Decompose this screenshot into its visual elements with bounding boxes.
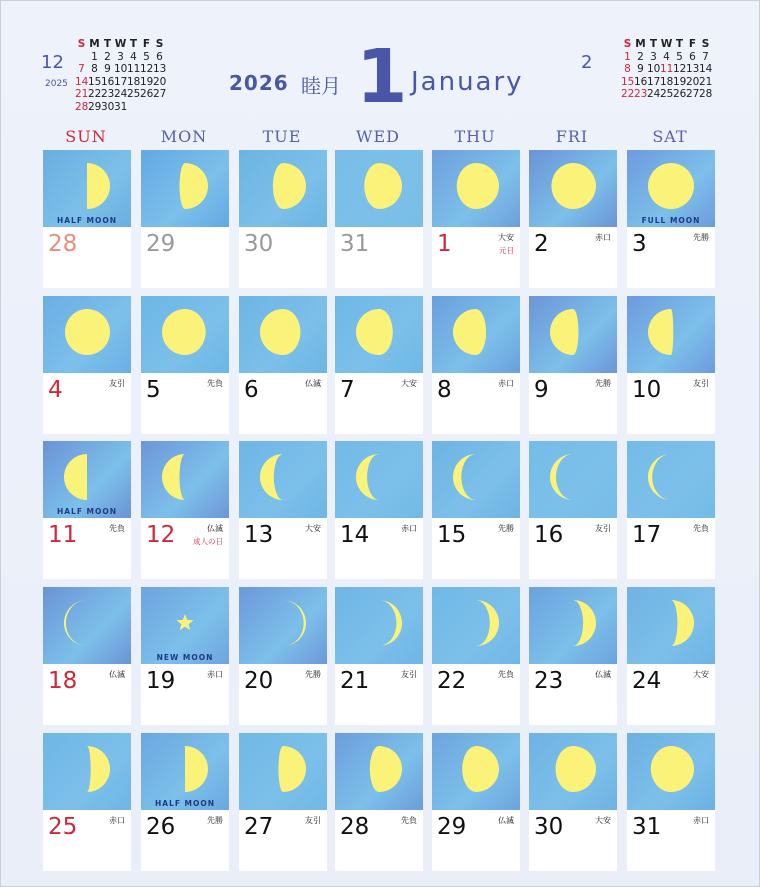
- moon-icon: [453, 309, 486, 355]
- moon-icon: [364, 163, 402, 209]
- date-number: 18: [48, 668, 78, 694]
- moon-phase-tile: [529, 150, 617, 227]
- mini-date: 4: [130, 50, 137, 63]
- moon-phase-tile: [432, 733, 520, 810]
- day-cell: [432, 296, 520, 434]
- rokuyo-label: 仏滅: [498, 816, 514, 825]
- day-cell: [529, 296, 617, 434]
- day-cell: [239, 296, 327, 434]
- rokuyo-label: 赤口: [109, 816, 125, 825]
- mini-date: 25: [127, 88, 141, 100]
- day-cell: [627, 587, 715, 725]
- moon-icon: [65, 309, 110, 355]
- mini-date: 5: [143, 50, 150, 63]
- moon-phase-tile: [239, 441, 327, 518]
- rokuyo-label: 大安: [305, 524, 321, 533]
- mini-date: 3: [117, 50, 124, 63]
- mini-date: 24: [114, 88, 128, 100]
- mini-date: 8: [91, 63, 98, 75]
- mini-weekday-header: S: [623, 38, 632, 50]
- rokuyo-label: 先勝: [207, 816, 223, 825]
- mini-date: 26: [140, 88, 154, 100]
- day-cell: [432, 733, 520, 871]
- mini-date: 23: [101, 88, 115, 100]
- date-number: 4: [48, 377, 63, 403]
- mini-date: 13: [153, 63, 167, 75]
- mini-date: 15: [88, 75, 102, 88]
- moon-phase-tile: [627, 150, 715, 227]
- mini-date: 19: [673, 75, 687, 88]
- rokuyo-label: 先勝: [305, 670, 321, 679]
- moon-phase-tile: [335, 587, 423, 664]
- moon-phase-tile: [141, 733, 229, 810]
- mini-date: [75, 51, 88, 64]
- moon-phase-tile: [432, 296, 520, 373]
- date-number: 16: [534, 522, 564, 548]
- rokuyo-label: 先勝: [693, 233, 709, 242]
- mini-date: 27: [686, 88, 700, 100]
- mini-date: 15: [621, 75, 635, 88]
- date-number: 25: [48, 814, 78, 840]
- date-number: 11: [48, 522, 78, 548]
- date-number: 15: [437, 522, 467, 548]
- date-number: 13: [244, 522, 274, 548]
- weekday-wed: WED: [356, 127, 400, 146]
- moon-icon: [162, 454, 185, 500]
- date-number: 28: [340, 814, 370, 840]
- title-year: 2026: [229, 71, 289, 95]
- moon-phase-label: HALF MOON: [56, 507, 118, 516]
- day-cell: [141, 733, 229, 871]
- rokuyo-label: 仏滅: [207, 524, 223, 533]
- rokuyo-label: 友引: [305, 816, 321, 825]
- date-number: 30: [244, 231, 274, 257]
- weekday-mon: MON: [160, 127, 208, 146]
- mini-date: 16: [101, 75, 115, 88]
- moon-phase-label: HALF MOON: [154, 799, 216, 808]
- day-cell: [529, 587, 617, 725]
- mini-weekday-header: S: [155, 38, 164, 50]
- moon-icon: [556, 746, 596, 792]
- moon-phase-tile: [43, 296, 131, 373]
- moon-phase-label: NEW MOON: [156, 653, 214, 662]
- mini-date: 11: [660, 63, 674, 75]
- prev-month-grid: [75, 38, 166, 113]
- mini-date: 16: [634, 75, 648, 88]
- moon-phase-label: HALF MOON: [56, 216, 118, 225]
- moon-phase-tile: [141, 296, 229, 373]
- rokuyo-label: 友引: [401, 670, 417, 679]
- mini-weekday-header: W: [660, 38, 673, 50]
- day-cell: [529, 733, 617, 871]
- day-cell: [239, 441, 327, 579]
- day-cell: [239, 587, 327, 725]
- rokuyo-label: 仏滅: [109, 670, 125, 679]
- rokuyo-label: 赤口: [595, 233, 611, 242]
- mini-date: 31: [114, 100, 128, 113]
- mini-date: 8: [624, 63, 631, 75]
- weekday-fri: FRI: [555, 127, 589, 146]
- mini-date: 24: [647, 88, 661, 100]
- day-cell: [43, 587, 131, 725]
- date-number: 23: [534, 668, 564, 694]
- moon-phase-tile: [239, 587, 327, 664]
- day-cell: [432, 150, 520, 288]
- mini-weekday-header: F: [142, 38, 151, 50]
- moon-phase-tile: [43, 587, 131, 664]
- rokuyo-label: 先負: [109, 524, 125, 533]
- moon-icon: [370, 746, 402, 792]
- day-cell: [335, 587, 423, 725]
- moon-icon: [550, 309, 579, 355]
- mini-date: 22: [88, 88, 102, 100]
- moon-phase-tile: [141, 587, 229, 664]
- day-cell: [43, 733, 131, 871]
- date-number: 30: [534, 814, 564, 840]
- rokuyo-label: 先勝: [498, 524, 514, 533]
- mini-weekday-header: T: [103, 38, 112, 50]
- mini-weekday-header: S: [701, 38, 710, 50]
- date-number: 5: [146, 377, 161, 403]
- mini-date: 12: [673, 63, 687, 75]
- date-number: 26: [146, 814, 176, 840]
- date-number: 6: [244, 377, 259, 403]
- moon-icon: [453, 454, 476, 500]
- rokuyo-label: 赤口: [693, 816, 709, 825]
- moon-phase-tile: [432, 587, 520, 664]
- mini-date: 21: [699, 75, 713, 88]
- moon-icon: [356, 454, 379, 500]
- mini-date: 21: [75, 88, 89, 100]
- day-cell: [627, 441, 715, 579]
- mini-weekday-header: T: [129, 38, 138, 50]
- rokuyo-label: 先負: [207, 379, 223, 388]
- moon-phase-tile: [239, 296, 327, 373]
- date-number: 28: [48, 231, 78, 257]
- day-cell: [43, 296, 131, 434]
- moon-phase-tile: [627, 733, 715, 810]
- day-cell: [141, 150, 229, 288]
- day-cell: [432, 441, 520, 579]
- mini-date: 2: [637, 50, 644, 63]
- mini-date: 14: [699, 63, 713, 75]
- mini-date: 1: [624, 50, 631, 63]
- rokuyo-label: 赤口: [207, 670, 223, 679]
- moon-icon: [162, 309, 206, 355]
- moon-icon: [550, 454, 573, 500]
- moon-icon: [278, 746, 306, 792]
- day-cell: [529, 441, 617, 579]
- mini-weekday-header: S: [77, 38, 86, 50]
- rokuyo-label: 赤口: [498, 379, 514, 388]
- mini-weekday-header: T: [675, 38, 684, 50]
- moon-phase-label: FULL MOON: [641, 216, 701, 225]
- mini-date: 7: [78, 63, 85, 75]
- moon-icon: [283, 600, 306, 646]
- mini-weekday-header: T: [649, 38, 658, 50]
- holiday-label: 元日: [499, 246, 514, 255]
- date-number: 19: [146, 668, 176, 694]
- rokuyo-label: 先負: [498, 670, 514, 679]
- mini-date: 12: [140, 63, 154, 75]
- moon-icon: [551, 163, 596, 209]
- prev-month-number: 12: [41, 52, 64, 73]
- mini-date: [140, 101, 153, 114]
- mini-date: 6: [689, 50, 696, 63]
- rokuyo-label: 友引: [595, 524, 611, 533]
- date-number: 7: [340, 377, 355, 403]
- next-month-number: 2: [581, 52, 593, 73]
- mini-weekday-header: M: [89, 38, 100, 50]
- date-number: 17: [632, 522, 662, 548]
- moon-icon: [356, 309, 393, 355]
- day-cell: [239, 733, 327, 871]
- moon-phase-tile: [432, 150, 520, 227]
- rokuyo-label: 大安: [498, 233, 514, 242]
- date-number: 10: [632, 377, 662, 403]
- moon-phase-tile: [432, 441, 520, 518]
- mini-date: 18: [660, 75, 674, 88]
- day-cell: [432, 587, 520, 725]
- date-number: 31: [340, 231, 370, 257]
- date-number: 12: [146, 522, 176, 548]
- mini-date: 3: [650, 50, 657, 63]
- day-cell: [239, 150, 327, 288]
- date-number: 21: [340, 668, 370, 694]
- moon-icon: [379, 600, 402, 646]
- day-cell: [627, 733, 715, 871]
- moon-icon: [671, 600, 694, 646]
- mini-date: 4: [663, 50, 670, 63]
- next-month-grid: [621, 38, 712, 101]
- date-number: 2: [534, 231, 549, 257]
- moon-icon: [457, 163, 499, 209]
- mini-date: 18: [127, 75, 141, 88]
- day-cell: [141, 296, 229, 434]
- date-number: 27: [244, 814, 274, 840]
- date-number: 24: [632, 668, 662, 694]
- mini-date: 9: [637, 63, 644, 75]
- moon-phase-tile: [335, 441, 423, 518]
- moon-phase-tile: [141, 441, 229, 518]
- date-number: 29: [146, 231, 176, 257]
- date-number: 3: [632, 231, 647, 257]
- weekday-sat: SAT: [652, 127, 688, 146]
- day-cell: [335, 296, 423, 434]
- moon-phase-tile: [627, 587, 715, 664]
- title-month-name: January: [411, 67, 524, 97]
- rokuyo-label: 先勝: [595, 379, 611, 388]
- mini-date: [127, 101, 140, 114]
- mini-date: 26: [673, 88, 687, 100]
- weekday-thu: THU: [454, 127, 496, 146]
- rokuyo-label: 友引: [693, 379, 709, 388]
- weekday-sun: SUN: [65, 127, 107, 146]
- mini-date: 28: [699, 88, 713, 100]
- moon-phase-tile: [529, 733, 617, 810]
- mini-date: 11: [127, 63, 141, 75]
- day-cell: [529, 150, 617, 288]
- mini-date: 28: [75, 100, 89, 113]
- rokuyo-label: 先負: [401, 816, 417, 825]
- moon-icon: [87, 163, 110, 209]
- date-number: 8: [437, 377, 452, 403]
- moon-phase-tile: [627, 296, 715, 373]
- day-cell: [141, 441, 229, 579]
- moon-phase-tile: [335, 150, 423, 227]
- date-number: 9: [534, 377, 549, 403]
- mini-date: 20: [686, 75, 700, 88]
- moon-phase-tile: [335, 733, 423, 810]
- date-number: 14: [340, 522, 370, 548]
- date-number: 31: [632, 814, 662, 840]
- moon-icon: [64, 454, 87, 500]
- title-month-number: 1: [356, 34, 408, 120]
- rokuyo-label: 大安: [693, 670, 709, 679]
- mini-date: 7: [702, 50, 709, 63]
- mini-date: 5: [676, 50, 683, 63]
- moon-icon: [185, 746, 208, 792]
- mini-date: [153, 101, 166, 114]
- moon-phase-tile: [141, 150, 229, 227]
- day-cell: [335, 733, 423, 871]
- moon-icon: [573, 600, 596, 646]
- mini-date: 17: [114, 75, 128, 88]
- mini-weekday-header: F: [688, 38, 697, 50]
- mini-date: 23: [634, 88, 648, 100]
- moon-phase-tile: [43, 150, 131, 227]
- moon-phase-tile: [43, 441, 131, 518]
- moon-phase-tile: [529, 587, 617, 664]
- moon-icon: [260, 454, 283, 500]
- weekday-tue: TUE: [262, 127, 302, 146]
- mini-date: 29: [88, 100, 102, 113]
- new-moon-star-icon: [176, 614, 193, 630]
- mini-weekday-header: M: [635, 38, 646, 50]
- mini-date: 25: [660, 88, 674, 100]
- day-cell: [335, 150, 423, 288]
- day-cell: [141, 587, 229, 725]
- mini-date: 19: [140, 75, 154, 88]
- day-cell: [43, 441, 131, 579]
- mini-date: 2: [104, 50, 111, 63]
- mini-date: 17: [647, 75, 661, 88]
- moon-phase-tile: [335, 296, 423, 373]
- moon-icon: [260, 309, 300, 355]
- holiday-label: 成人の日: [193, 537, 223, 546]
- mini-date: 27: [153, 88, 167, 100]
- rokuyo-label: 仏滅: [595, 670, 611, 679]
- rokuyo-label: 仏滅: [305, 379, 321, 388]
- mini-date: 20: [153, 75, 167, 88]
- mini-date: 1: [91, 50, 98, 63]
- day-cell: [627, 296, 715, 434]
- moon-phase-tile: [627, 441, 715, 518]
- date-number: 20: [244, 668, 274, 694]
- moon-icon: [476, 600, 499, 646]
- moon-icon: [179, 163, 208, 209]
- moon-icon: [651, 746, 694, 792]
- mini-date: 6: [156, 50, 163, 63]
- mini-date: 9: [104, 63, 111, 75]
- rokuyo-label: 先負: [693, 524, 709, 533]
- rokuyo-label: 友引: [109, 379, 125, 388]
- mini-weekday-header: W: [114, 38, 127, 50]
- mini-date: 14: [75, 75, 89, 88]
- mini-date: 30: [101, 100, 115, 113]
- moon-phase-tile: [43, 733, 131, 810]
- mini-date: 10: [647, 63, 661, 75]
- mini-date: 10: [114, 63, 128, 75]
- title-kanji-month: 睦月: [301, 74, 341, 98]
- moon-icon: [648, 163, 694, 209]
- date-number: 29: [437, 814, 467, 840]
- day-cell: [43, 150, 131, 288]
- moon-icon: [648, 309, 673, 355]
- moon-phase-tile: [239, 733, 327, 810]
- moon-phase-tile: [239, 150, 327, 227]
- moon-icon: [64, 600, 87, 646]
- prev-month-year: 2025: [45, 79, 68, 89]
- rokuyo-label: 赤口: [401, 524, 417, 533]
- date-number: 1: [437, 231, 452, 257]
- mini-date: 13: [686, 63, 700, 75]
- moon-icon: [87, 746, 110, 792]
- moon-icon: [462, 746, 499, 792]
- day-cell: [627, 150, 715, 288]
- moon-phase-tile: [529, 296, 617, 373]
- moon-phase-tile: [529, 441, 617, 518]
- moon-icon: [648, 454, 671, 500]
- mini-date: 22: [621, 88, 635, 100]
- rokuyo-label: 大安: [401, 379, 417, 388]
- date-number: 22: [437, 668, 467, 694]
- day-cell: [335, 441, 423, 579]
- rokuyo-label: 大安: [595, 816, 611, 825]
- moon-icon: [273, 163, 306, 209]
